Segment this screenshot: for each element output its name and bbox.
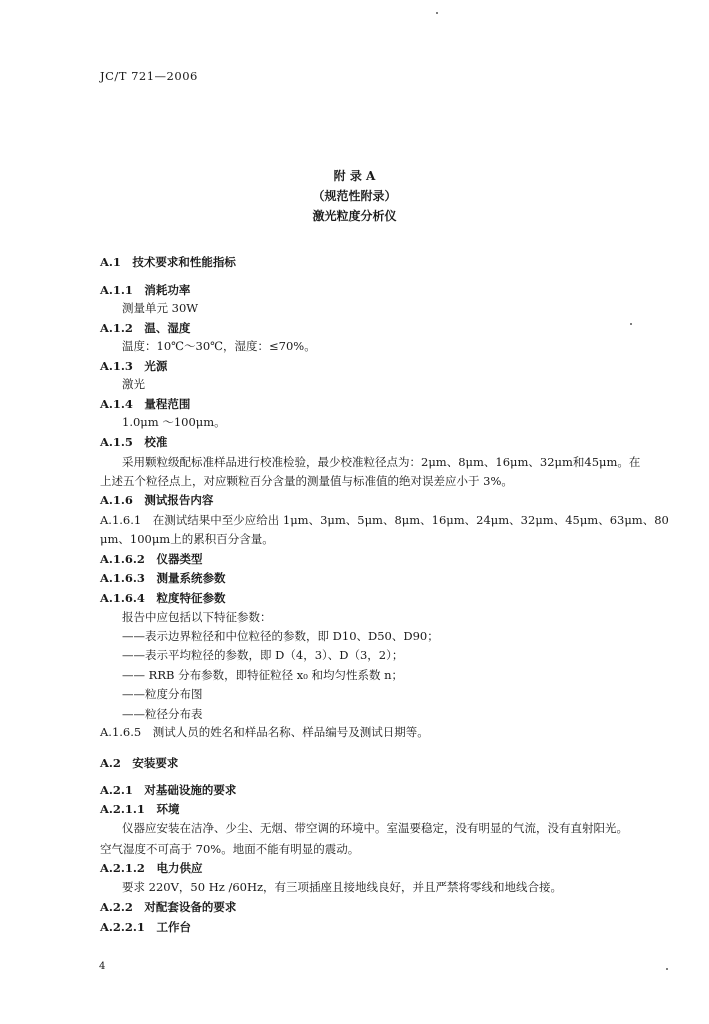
scan-speck: [436, 12, 438, 14]
body-text-line: ——粒度分布图: [122, 687, 203, 701]
body-text-line: 空气湿度不可高于 70%。地面不能有明显的震动。: [100, 842, 360, 856]
body-text-line: 温度：10℃～30℃，湿度：≤70%。: [122, 339, 316, 353]
annex-name: 激光粒度分析仪: [312, 209, 397, 223]
body-text-line: ——粒径分布表: [122, 707, 203, 721]
body-text-line: 测量单元 30W: [122, 301, 199, 315]
body-text-line: 激光: [122, 377, 145, 391]
annex-title-block: [0, 166, 709, 226]
body-text-line: 要求 220V，50 Hz /60Hz，有三项插座且接地线良好，并且严禁将零线和地线合接。: [122, 880, 563, 894]
body-text-line: 1.0μm ～100μm。: [122, 415, 226, 429]
section-heading: A.1.6.2 仪器类型: [100, 552, 203, 566]
standard-code: JC/T 721—2006: [100, 69, 198, 83]
body-text-line: μm、100μm上的累积百分含量。: [100, 532, 274, 546]
body-text-line: —— RRB 分布参数，即特征粒径 x₀ 和均匀性系数 n；: [122, 668, 404, 682]
annex-title: 附 录 A: [333, 169, 376, 183]
section-heading: A.2.2 对配套设备的要求: [100, 900, 237, 914]
body-text-line: 仪器应安装在洁净、少尘、无烟、带空调的环境中。室温要稳定，没有明显的气流，没有直射阳光。: [122, 821, 628, 835]
body-text-line: 报告中应包括以下特征参数：: [122, 610, 272, 624]
body-text-line: A.1.6.1 在测试结果中至少应给出 1μm、3μm、5μm、8μm、16μm、24μm、32μm、45μm、63μm、80: [100, 513, 669, 527]
section-heading: A.1 技术要求和性能指标: [100, 255, 236, 269]
section-heading: A.1.6.4 粒度特征参数: [100, 591, 226, 605]
section-heading: A.2.1 对基础设施的要求: [100, 783, 237, 797]
section-heading: A.1.2 温、湿度: [100, 321, 191, 335]
body-text-line: 上述五个粒径点上，对应颗粒百分含量的测量值与标准值的绝对误差应小于 3%。: [100, 474, 513, 488]
section-heading: A.1.3 光源: [100, 359, 168, 373]
body-text-line: 采用颗粒级配标准样品进行校准检验，最少校准粒径点为：2μm、8μm、16μm、32μm和45μm。在: [122, 455, 641, 469]
section-heading: A.1.5 校准: [100, 435, 168, 449]
body-text-line: A.1.6.5 测试人员的姓名和样品名称、样品编号及测试日期等。: [100, 725, 429, 739]
body-text-line: ——表示边界粒径和中位粒径的参数，即 D10、D50、D90；: [122, 629, 439, 643]
section-heading: A.2 安装要求: [100, 756, 179, 770]
section-heading: A.1.1 消耗功率: [100, 283, 191, 297]
page-number: 4: [99, 961, 106, 972]
section-heading: A.2.1.2 电力供应: [100, 861, 203, 875]
body-text-line: ——表示平均粒径的参数，即 D（4，3）、D（3，2）；: [122, 648, 404, 662]
section-heading: A.1.6.3 测量系统参数: [100, 571, 226, 585]
section-heading: A.2.2.1 工作台: [100, 920, 191, 934]
annex-type: （规范性附录）: [312, 189, 397, 203]
section-heading: A.1.6 测试报告内容: [100, 493, 214, 507]
section-heading: A.2.1.1 环境: [100, 802, 180, 816]
section-heading: A.1.4 量程范围: [100, 397, 191, 411]
scan-speck: [630, 323, 632, 325]
scan-speck: [666, 968, 668, 970]
